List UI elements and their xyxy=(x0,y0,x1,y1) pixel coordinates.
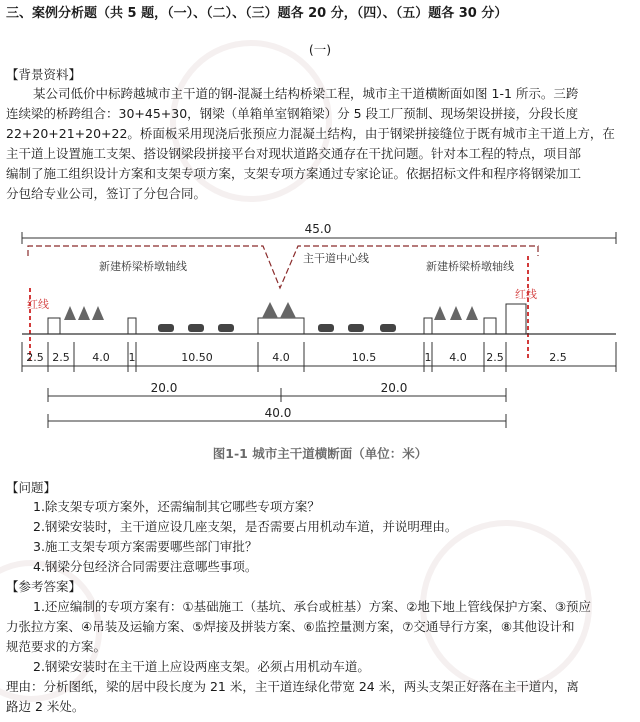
red-line-left: 红线 xyxy=(27,298,49,311)
dim-label: 4.0 xyxy=(92,351,110,364)
question-item: 2.钢梁安装时，主干道应设几座支架，是否需要占用机动车道，并说明理由。 xyxy=(33,519,458,534)
dim-label: 2.5 xyxy=(486,351,504,364)
background-line: 某公司低价中标跨越城市主干道的钢-混凝土结构桥梁工程，城市主干道横断面如图 1-1 所示。三跨 xyxy=(33,86,579,101)
dim-label: 4.0 xyxy=(272,351,290,364)
question-item: 4.钢梁分包经济合同需要注意哪些事项。 xyxy=(33,559,258,574)
dim-label: 10.50 xyxy=(181,351,213,364)
red-line-right: 红线 xyxy=(515,288,537,301)
background-line: 22+20+21+20+22。桥面板采用现浇后张预应力混凝土结构，由于钢梁拼接缝位于既有城市主干道上方，在 xyxy=(6,126,615,141)
answer-line: 规范要求的方案。 xyxy=(6,639,107,654)
dim-label: 10.5 xyxy=(351,351,377,364)
answer-line: 1.还应编制的专项方案有：①基础施工（基坑、承台或桩基）方案、②地下地上管线保护方案、③预应 xyxy=(33,599,592,614)
total-bottom-dim: 40.0 xyxy=(264,406,292,420)
half-right-dim: 20.0 xyxy=(380,381,408,395)
figure-caption: 图1-1 城市主干道横断面（单位：米） xyxy=(212,446,428,461)
tree-icon xyxy=(64,302,478,320)
answer-line: 路边 2 米处。 xyxy=(6,699,85,714)
background-line: 主干道上设置施工支架、搭设钢梁段拼接平台对现状道路交通存在干扰问题。针对本工程的特点，项目部 xyxy=(6,146,582,161)
questions-label: 【问题】 xyxy=(6,480,57,495)
answers-label: 【参考答案】 xyxy=(6,579,82,594)
question-item: 1.除支架专项方案外，还需编制其它哪些专项方案？ xyxy=(33,499,320,514)
background-label: 【背景资料】 xyxy=(6,67,82,82)
background-line: 连续梁的桥跨组合：30+45+30，钢梁（单箱单室钢箱梁）分 5 段工厂预制、现场架设拼接，分段长度 xyxy=(6,106,579,121)
section-header: 三、案例分析题（共 5 题，（一）、（二）、（三）题各 20 分，（四）、（五）题各 30 分） xyxy=(6,6,508,21)
car-icon xyxy=(158,324,396,332)
dim-label: 2.5 xyxy=(26,351,44,364)
answer-line: 2.钢梁安装时在主干道上应设两座支架。必须占用机动车道。 xyxy=(33,659,370,674)
background-line: 编制了施工组织设计方案和支架专项方案，支架专项方案通过专家论证。依据招标文件和程序将钢梁加工 xyxy=(6,166,582,181)
case-number: (一) xyxy=(308,42,332,57)
answer-line: 理由：分析图纸，梁的居中段长度为 21 米，主干道连绿化带宽 24 米，两头支架正好落在主干道内，离 xyxy=(6,679,579,694)
question-item: 3.施工支架专项方案需要哪些部门审批？ xyxy=(33,539,258,554)
dim-label: 4.0 xyxy=(449,351,467,364)
pier-axis-label-right: 新建桥梁桥墩轴线 xyxy=(426,260,514,273)
dim-label: 1 xyxy=(128,351,136,364)
pier-axis-label-left-visible: 新建桥梁桥墩轴线 xyxy=(99,260,187,273)
background-line: 分包给专业公司，签订了分包合同。 xyxy=(6,186,207,201)
total-top-dim: 45.0 xyxy=(304,222,332,236)
dim-label: 1 xyxy=(424,351,432,364)
cross-section-figure xyxy=(18,216,622,471)
dim-label: 2.5 xyxy=(549,351,567,364)
road-center-label: 主干道中心线 xyxy=(303,252,369,265)
half-left-dim: 20.0 xyxy=(150,381,178,395)
dim-label: 2.5 xyxy=(52,351,70,364)
answer-line: 力张拉方案、④吊装及运输方案、⑤焊接及拼装方案、⑥监控量测方案，⑦交通导行方案，⑧其他设计和 xyxy=(6,619,575,634)
